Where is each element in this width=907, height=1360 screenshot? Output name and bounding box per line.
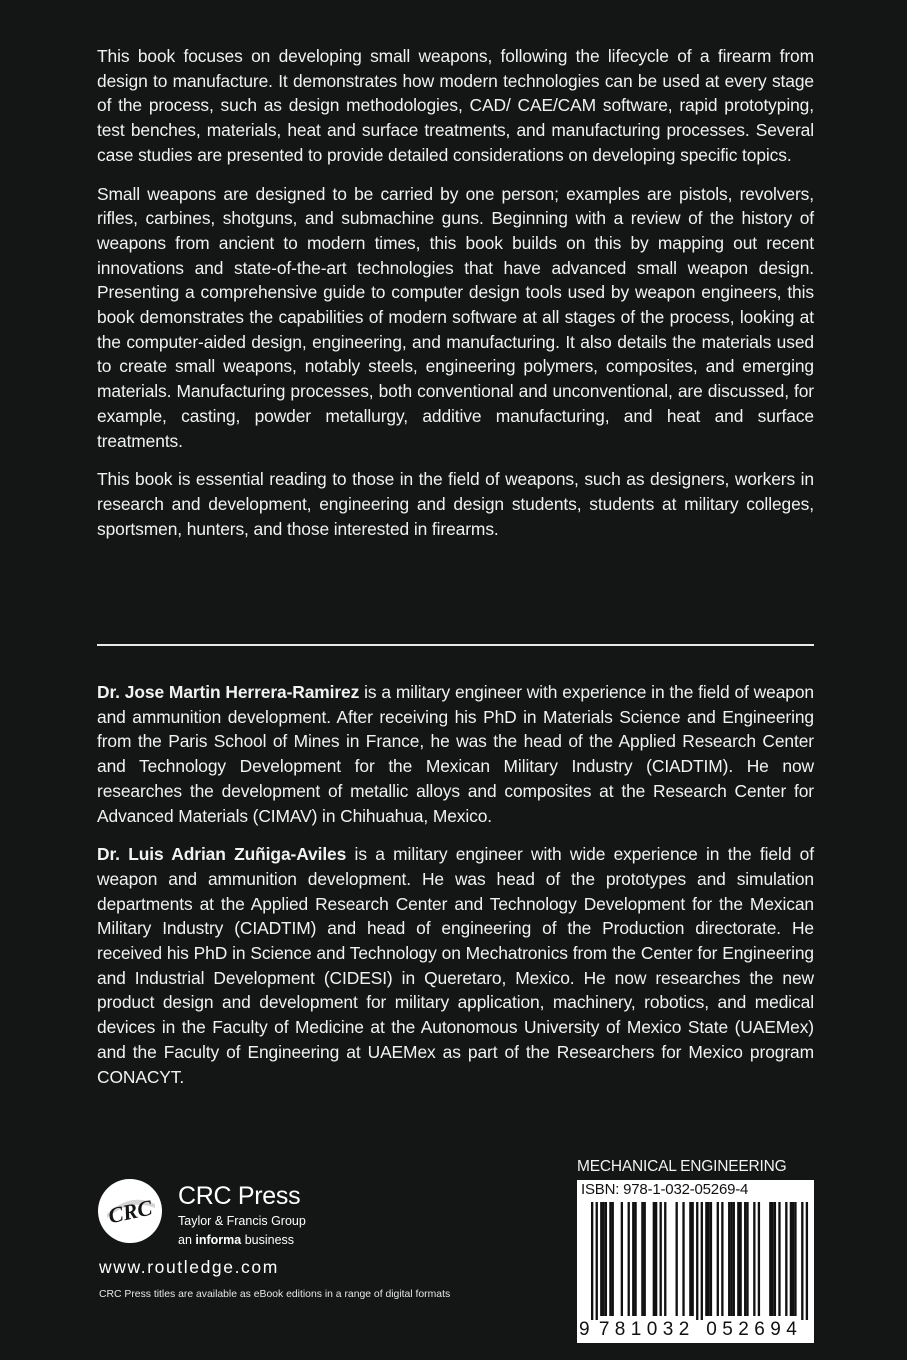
barcode-bar [609,1202,611,1316]
author-bio-1 [97,680,814,828]
isbn-label: ISBN: 978-1-032-05269-4 [581,1181,749,1198]
publisher-name: CRC Press [178,1182,301,1210]
barcode-bar [746,1202,748,1316]
isbn-digit: 7 [598,1319,610,1340]
barcode-bar [707,1202,709,1316]
barcode-bar [605,1202,607,1316]
barcode-bar [682,1202,684,1316]
barcode-bar [632,1202,634,1316]
isbn-digit: 0 [706,1319,717,1340]
author-bio-2 [97,842,814,1089]
barcode-bar [721,1202,723,1316]
barcode-bar [744,1202,746,1316]
barcode-bar [696,1202,698,1320]
barcode-bar [728,1202,730,1316]
author-bios [97,680,814,1103]
isbn-digit: 9 [579,1319,590,1340]
isbn-digit: 1 [630,1319,642,1340]
barcode-bar [733,1202,735,1316]
barcode-bar [644,1202,646,1316]
publisher-url[interactable]: www.routledge.com [99,1257,279,1277]
barcode-bar [628,1202,630,1316]
barcode-bar [591,1202,593,1320]
barcode-bar [664,1202,666,1316]
publisher-group: Taylor & Francis Group [178,1214,306,1228]
barcode-bar [710,1202,712,1316]
barcode-bar [676,1202,678,1316]
author-bio-text-1: is a military engineer with experience in the field of weapon and ammunition development. After receiving his PhD in Materials Science and Engineering from the Paris School of Mines in France, he was the head of the Applied Research Center and Technology Development for the Mexican Military Industry (CIADTIM). He now researches the development of metallic alloys and composites at the Research Center for Advanced Materials (CIMAV) in Chihuahua, Mexico. [97,682,814,826]
barcode-bar [641,1202,643,1316]
subject-category: MECHANICAL ENGINEERING [577,1158,787,1175]
barcode-bar [774,1202,776,1316]
barcode-bar [600,1202,602,1316]
crc-logo-icon [97,1178,163,1244]
barcode-bar [660,1202,662,1316]
barcode-bar [737,1202,739,1316]
barcode-bar [634,1202,636,1316]
barcode-bar [705,1202,707,1316]
informa-prefix: an [178,1233,196,1247]
author-name-2: Dr. Luis Adrian Zuñiga-Aviles [97,844,347,865]
barcode-bar [621,1202,623,1316]
barcode-bar [701,1202,703,1320]
isbn-digit: 2 [678,1319,690,1340]
barcode-bar [692,1202,694,1316]
barcode-bar [717,1202,719,1316]
isbn-digit: 0 [646,1319,658,1340]
barcode-bar [806,1202,808,1320]
isbn-digit: 2 [738,1319,749,1340]
barcode-bar [596,1202,598,1320]
barcode-bar [790,1202,792,1316]
barcode-bar [771,1202,773,1316]
barcode-block [577,1157,814,1343]
barcode-bar [794,1202,796,1316]
barcode-bar [602,1202,604,1316]
isbn-digit: 9 [770,1319,781,1340]
isbn-digit: 3 [662,1319,674,1340]
barcode-bar [785,1202,787,1316]
author-bio-text-2: is a military engineer with wide experience in the field of weapon and ammunition development. He was head of the prototypes and simulation departments at the Applied Research Center and Technology Development for the Mexican Military Industry (CIADTIM) and head of engineering of the Production directorate. He received his PhD in Science and Technology on Mechatronics from the Center for Engineering and Industrial Development (CIDESI) in Queretaro, Mexico. He now researches the new product design and development for military application, machinery, robotics, and medical devices in the Faculty of Medicine at the Autonomous University of Mexico State (UAEMex) and the Faculty of Engineering at UAEMex as part of the Researchers for Mexico program CONACYT. [97,844,814,1087]
ebook-note: CRC Press titles are available as eBook editions in a range of digital formats [99,1289,451,1300]
isbn-box [577,1180,814,1343]
barcode-bar [730,1202,732,1316]
isbn-digit: 8 [614,1319,626,1340]
publisher-informa-line [178,1232,294,1248]
informa-word: informa [195,1233,242,1247]
isbn-digit: 5 [722,1319,733,1340]
book-description [97,44,814,555]
barcode-bar [612,1202,614,1316]
description-paragraph-2: Small weapons are designed to be carried by one person; examples are pistols, revolvers, rifles, carbines, shotguns, and submachine guns. Beginning with a review of the history of weapons from ancient to modern times, this book builds on this by mapping out recent innovations and state-of-the-art technologies that have advanced small weapon design. Presenting a comprehensive guide to computer design tools used by weapon engineers, this book demonstrates the capabilities of modern software at all stages of the process, looking at the computer-aided design, engineering, and manufacturing. It also details the materials used to create small weapons, notably steels, engineering polymers, composites, and emerging materials. Manufacturing processes, both conventional and unconventional, are discussed, for example, casting, powder metallurgy, additive manufacturing, and heat and surface treatments. [97,183,814,451]
author-name-1: Dr. Jose Martin Herrera-Ramirez [97,682,360,702]
crc-logo-text: CRC [105,1194,155,1229]
isbn-digit: 6 [754,1319,765,1340]
barcode-bar [792,1202,794,1316]
section-divider [97,644,814,646]
barcode-bar [801,1202,803,1320]
barcode-bar [753,1202,755,1316]
barcode-bar [739,1202,741,1316]
isbn-digit: 4 [786,1319,797,1340]
description-paragraph-3: This book is essential reading to those in the field of weapons, such as designers, workers in research and development, engineering and design students, students at military colleges, sportsmen, hunters, and those interested in firearms. [97,469,814,539]
publisher-block [97,1178,517,1338]
barcode-bar [655,1202,657,1316]
barcode-bar [758,1202,760,1316]
informa-suffix: business [241,1233,295,1247]
barcode-bar [653,1202,655,1316]
barcode-bar [769,1202,771,1316]
isbn-digits [577,1318,814,1342]
barcode-icon [577,1200,814,1320]
barcode-bar [689,1202,691,1316]
description-paragraph-1: This book focuses on developing small weapons, following the lifecycle of a firearm from design to manufacture. It demonstrates how modern technologies can be used at every stage of the process, such as design methodologies, CAD/ CAE/CAM software, rapid prototyping, test benches, materials, heat and surface treatments, and manufacturing processes. Several case studies are presented to provide detailed considerations on developing specific topics. [97,46,814,165]
barcode-bar [778,1202,780,1316]
